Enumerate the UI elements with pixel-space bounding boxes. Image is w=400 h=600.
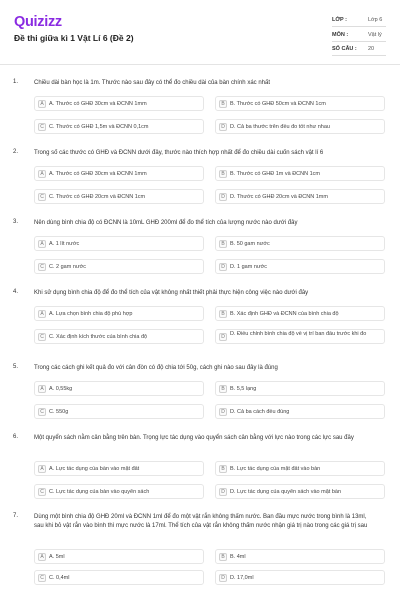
meta-subject-label: MÔN : <box>332 32 349 38</box>
option-letter: A <box>38 465 46 473</box>
option-letter: D <box>219 263 227 271</box>
meta-class-label: LỚP : <box>332 17 347 23</box>
option-letter: C <box>38 123 46 131</box>
option-a[interactable] <box>34 461 204 476</box>
question-number: 3. <box>13 219 19 225</box>
option-d[interactable] <box>215 259 385 274</box>
meta-count-value: 20 <box>368 46 375 52</box>
option-text: D. Cả ba thước trên đều đo tốt như nhau <box>230 123 330 130</box>
quizizz-logo: Quizizz <box>14 14 62 30</box>
option-a[interactable] <box>34 96 204 111</box>
question-number: 6. <box>13 434 19 440</box>
option-text: C. Xác định kích thước của bình chia độ <box>49 333 148 340</box>
question-text: Trong các cách ghi kết quả đo với cân đòn có độ chia tới 50g, cách ghi nào sau đây là đúng <box>34 365 278 371</box>
option-letter: A <box>38 100 46 108</box>
option-text: D. Lực tác dụng của quyển sách vào mặt bàn <box>230 488 341 495</box>
option-text: D. Điều chỉnh bình chia độ về vị trí ban đầu trước khi đo <box>230 331 367 337</box>
option-b[interactable] <box>215 236 385 251</box>
option-letter: B <box>219 170 227 178</box>
option-text: B. 5,5 lạng <box>230 385 257 392</box>
option-b[interactable] <box>215 549 385 564</box>
option-a[interactable] <box>34 166 204 181</box>
meta-divider <box>332 26 386 27</box>
option-text: B. Thước có GHĐ 1m và ĐCNN 1cm <box>230 170 321 177</box>
option-letter: D <box>219 333 227 341</box>
option-text: D. Cả ba cách đều đúng <box>230 408 290 415</box>
question-number: 2. <box>13 149 19 155</box>
option-d[interactable] <box>215 119 385 134</box>
option-text: C. Thước có GHĐ 1,5m và ĐCNN 0,1cm <box>49 123 149 130</box>
question-text: Trong số các thước có GHĐ và ĐCNN dưới đây, thước nào thích hợp nhất để đo chiều dài cuốn sách vật lí 6 <box>34 150 324 156</box>
option-letter: B <box>219 385 227 393</box>
option-b[interactable] <box>215 461 385 476</box>
option-a[interactable] <box>34 381 204 396</box>
question-text: Chiều dài bàn học là 1m. Thước nào sau đây có thể đo chiều dài của bàn chính xác nhất <box>34 80 270 86</box>
option-b[interactable] <box>215 306 385 321</box>
option-letter: D <box>219 123 227 131</box>
option-letter: C <box>38 333 46 341</box>
option-d[interactable] <box>215 404 385 419</box>
option-d[interactable] <box>215 484 385 499</box>
question-text: Nên dùng bình chia độ có ĐCNN là 10mL GHĐ 200ml để đo thể tích của lượng nước nào dưới đây <box>34 220 298 226</box>
option-text: C. Thước có GHĐ 20cm và ĐCNN 1cm <box>49 193 146 200</box>
option-text: C. 0,4ml <box>49 574 70 581</box>
meta-divider <box>332 41 386 42</box>
option-letter: A <box>38 385 46 393</box>
option-letter: A <box>38 170 46 178</box>
meta-divider <box>332 55 386 56</box>
question-text: Dùng một bình chia độ GHĐ 20ml và ĐCNN 1ml để đo một vật rắn không thấm nước. Ban đầu mực nước trong bình là 13ml, sau khi bỏ vật rắn vào bình thì mực nước là 17ml. Thể tích của vật rắn không thấm nước nhận giá trị nào trong các giá trị sau <box>34 514 368 529</box>
option-letter: C <box>38 193 46 201</box>
header-divider <box>0 64 400 65</box>
option-letter: A <box>38 553 46 561</box>
option-text: D. 1 gam nước <box>230 263 267 270</box>
option-letter: D <box>219 193 227 201</box>
option-letter: C <box>38 574 46 582</box>
option-a[interactable] <box>34 306 204 321</box>
option-d[interactable] <box>215 570 385 585</box>
question-number: 4. <box>13 289 19 295</box>
meta-subject-value: Vật lý <box>368 32 382 38</box>
option-letter: A <box>38 310 46 318</box>
option-text: C. 550g <box>49 408 69 415</box>
question-text: Khi sử dụng bình chia độ để đo thể tích của vật không nhất thiết phải thực hiện công việc nào dưới đây <box>34 290 309 296</box>
option-text: D. 17,0ml <box>230 574 254 581</box>
option-letter: D <box>219 488 227 496</box>
option-c[interactable] <box>34 119 204 134</box>
option-text: A. Thước có GHĐ 30cm và ĐCNN 1mm <box>49 100 147 107</box>
option-text: D. Thước có GHĐ 20cm và ĐCNN 1mm <box>230 193 328 200</box>
option-a[interactable] <box>34 549 204 564</box>
option-letter: A <box>38 240 46 248</box>
option-letter: D <box>219 574 227 582</box>
option-b[interactable] <box>215 166 385 181</box>
option-letter: B <box>219 100 227 108</box>
option-a[interactable] <box>34 236 204 251</box>
option-text: B. 4ml <box>230 553 246 560</box>
question-number: 5. <box>13 364 19 370</box>
option-d[interactable] <box>215 329 385 344</box>
option-text: B. 50 gam nước <box>230 240 270 247</box>
option-text: A. 1 lít nước <box>49 240 80 247</box>
meta-count-label: SỐ CÂU : <box>332 46 357 52</box>
option-text: C. 2 gam nước <box>49 263 86 270</box>
option-text: A. Lựa chọn bình chia độ phù hợp <box>49 310 133 317</box>
option-text: A. Thước có GHĐ 30cm và ĐCNN 1mm <box>49 170 147 177</box>
option-b[interactable] <box>215 96 385 111</box>
option-c[interactable] <box>34 189 204 204</box>
option-text: A. Lực tác dụng của bàn vào mặt đất <box>49 465 140 472</box>
option-text: B. Lực tác dụng của mặt đất vào bàn <box>230 465 321 472</box>
option-text: A. 0,55kg <box>49 385 73 392</box>
worksheet-header <box>0 0 400 66</box>
option-c[interactable] <box>34 484 204 499</box>
option-letter: C <box>38 263 46 271</box>
option-letter: B <box>219 310 227 318</box>
option-d[interactable] <box>215 189 385 204</box>
option-text: C. Lực tác dụng của bàn vào quyển sách <box>49 488 150 495</box>
question-number: 7. <box>13 513 19 519</box>
option-letter: D <box>219 408 227 416</box>
option-c[interactable] <box>34 329 204 344</box>
question-text: Một quyển sách nằm cân bằng trên bàn. Trọng lực tác dụng vào quyển sách cân bằng với lực nào trong các lực sau đây <box>34 435 354 441</box>
option-text: B. Thước có GHĐ 50cm và ĐCNN 1cm <box>230 100 326 107</box>
exam-title: Đề thi giữa kì 1 Vật Lí 6 (Đề 2) <box>14 33 134 43</box>
option-letter: B <box>219 465 227 473</box>
question-number: 1. <box>13 79 19 85</box>
option-b[interactable] <box>215 381 385 396</box>
option-c[interactable] <box>34 259 204 274</box>
option-text: A. 5ml <box>49 553 65 560</box>
option-text: B. Xác định GHĐ và ĐCNN của bình chia độ <box>230 310 339 317</box>
option-letter: C <box>38 488 46 496</box>
option-letter: C <box>38 408 46 416</box>
option-letter: B <box>219 240 227 248</box>
option-letter: B <box>219 553 227 561</box>
meta-class-value: Lớp 6 <box>368 17 383 23</box>
option-c[interactable] <box>34 404 204 419</box>
option-c[interactable] <box>34 570 204 585</box>
